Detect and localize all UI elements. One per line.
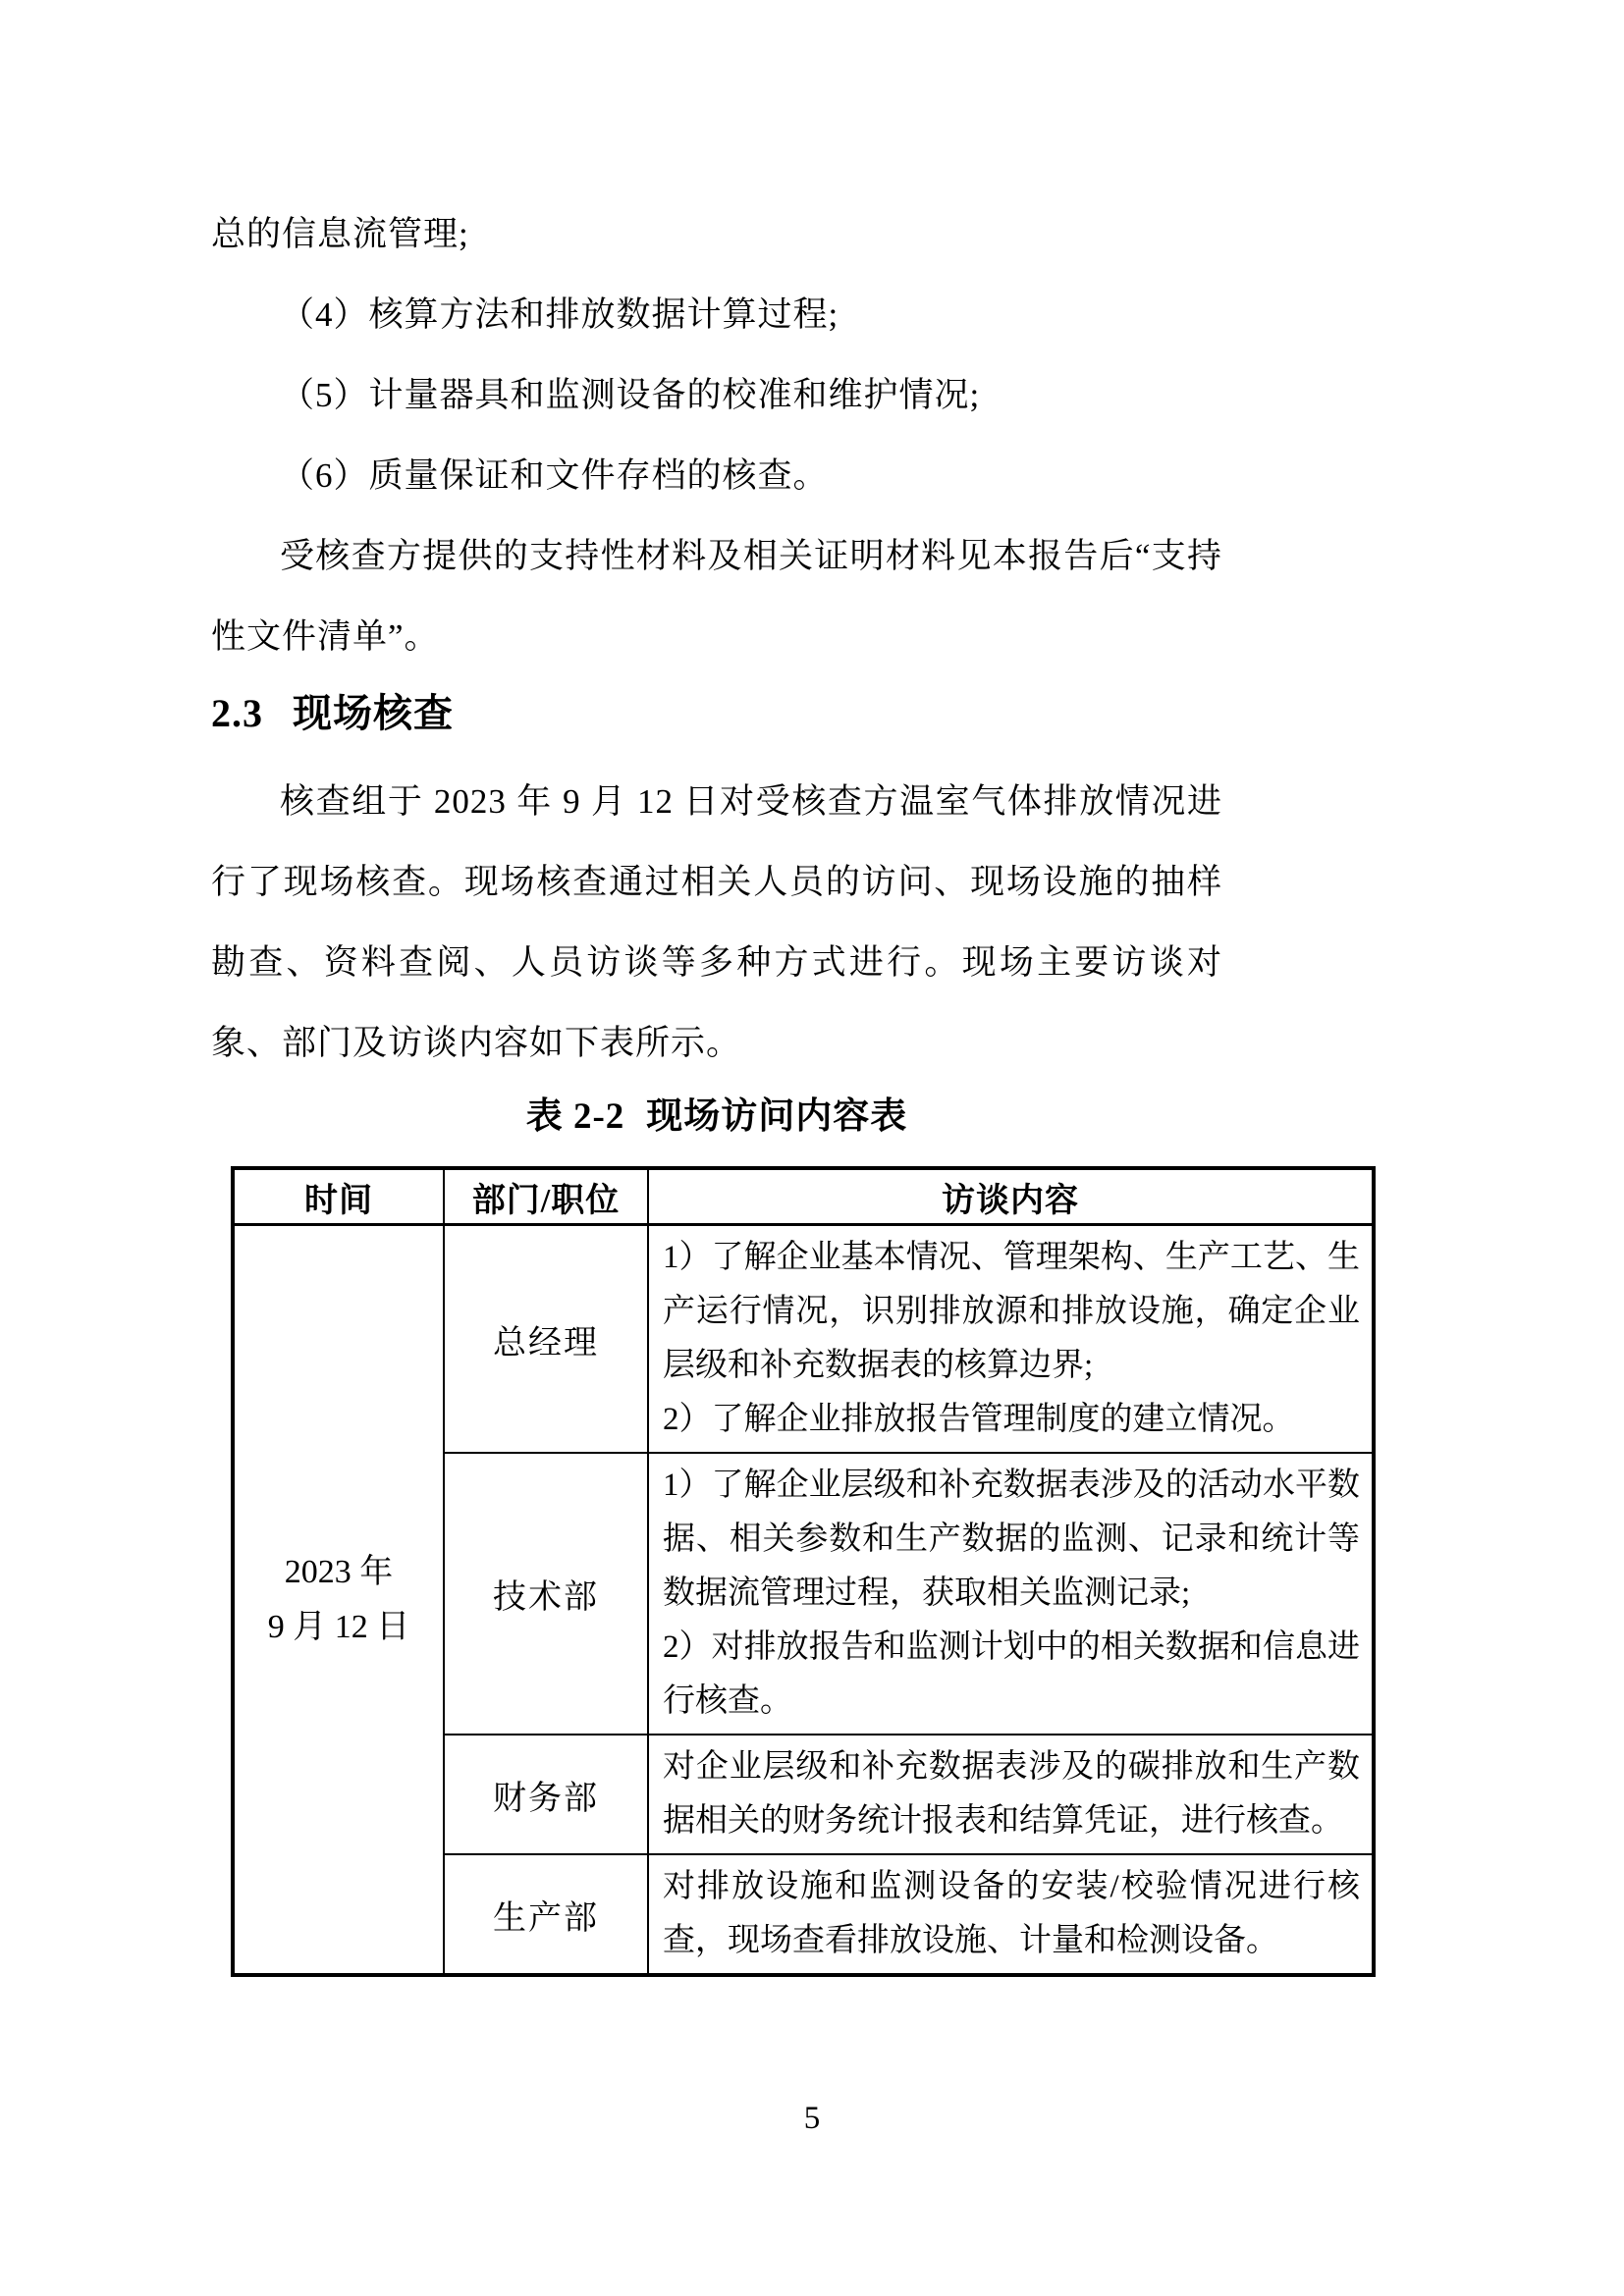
text-block [211, 0, 1222, 1147]
support-paragraph: 受核查方提供的支持性材料及相关证明材料见本报告后“支持性文件清单”。 [211, 537, 1222, 656]
table-header-row [233, 1168, 1374, 1225]
table-caption-label: 表 2-2 [525, 1096, 625, 1137]
site-visit-table [231, 1166, 1376, 1977]
list-item-5: （5）计量器具和监测设备的校准和维护情况; [280, 376, 981, 414]
time-line-1: 2023 年 [284, 1553, 394, 1590]
interview-content-cell: 对排放设施和监测设备的安装/校验情况进行核查，现场查看排放设施、计量和检测设备。 [648, 1854, 1374, 1975]
department-cell: 财务部 [444, 1735, 648, 1854]
table-caption [211, 1088, 1222, 1147]
list-item-4: （4）核算方法和排放数据计算过程; [280, 295, 839, 334]
page-number: 5 [803, 2101, 821, 2136]
interview-content-cell: 1）了解企业层级和补充数据表涉及的活动水平数据、相关参数和生产数据的监测、记录和统计等数据流管理过程，获取相关监测记录; 2）对排放报告和监测计划中的相关数据和信息进行核查。 [648, 1453, 1374, 1735]
section-title: 现场核查 [293, 691, 454, 735]
header-interview-content: 访谈内容 [648, 1168, 1374, 1225]
table-caption-title: 现场访问内容表 [646, 1096, 908, 1137]
section-number: 2.3 [211, 691, 263, 735]
department-cell: 总经理 [444, 1225, 648, 1454]
header-department: 部门/职位 [444, 1168, 648, 1225]
intro-line-continuation: 总的信息流管理; [211, 215, 469, 253]
section-heading [211, 683, 1222, 744]
site-visit-paragraph: 核查组于 2023 年 9 月 12 日对受核查方温室气体排放情况进行了现场核查。现场核查通过相关人员的访问、现场设施的抽样勘查、资料查阅、人员访谈等多种方式进行。现场主要访谈对象、部门及访谈内容如下表所示。 [211, 782, 1222, 1062]
header-time: 时间 [233, 1168, 444, 1225]
department-cell: 生产部 [444, 1854, 648, 1975]
list-item-6: （6）质量保证和文件存档的核查。 [280, 456, 829, 495]
interview-content-cell: 1）了解企业基本情况、管理架构、生产工艺、生产运行情况，识别排放源和排放设施，确定企业层级和补充数据表的核算边界; 2）了解企业排放报告管理制度的建立情况。 [648, 1225, 1374, 1454]
department-cell: 技术部 [444, 1453, 648, 1735]
time-line-2: 9 月 12 日 [267, 1608, 410, 1645]
table-row [233, 1225, 1374, 1454]
interview-content-cell: 对企业层级和补充数据表涉及的碳排放和生产数据相关的财务统计报表和结算凭证，进行核查。 [648, 1735, 1374, 1854]
time-cell [233, 1225, 444, 1976]
